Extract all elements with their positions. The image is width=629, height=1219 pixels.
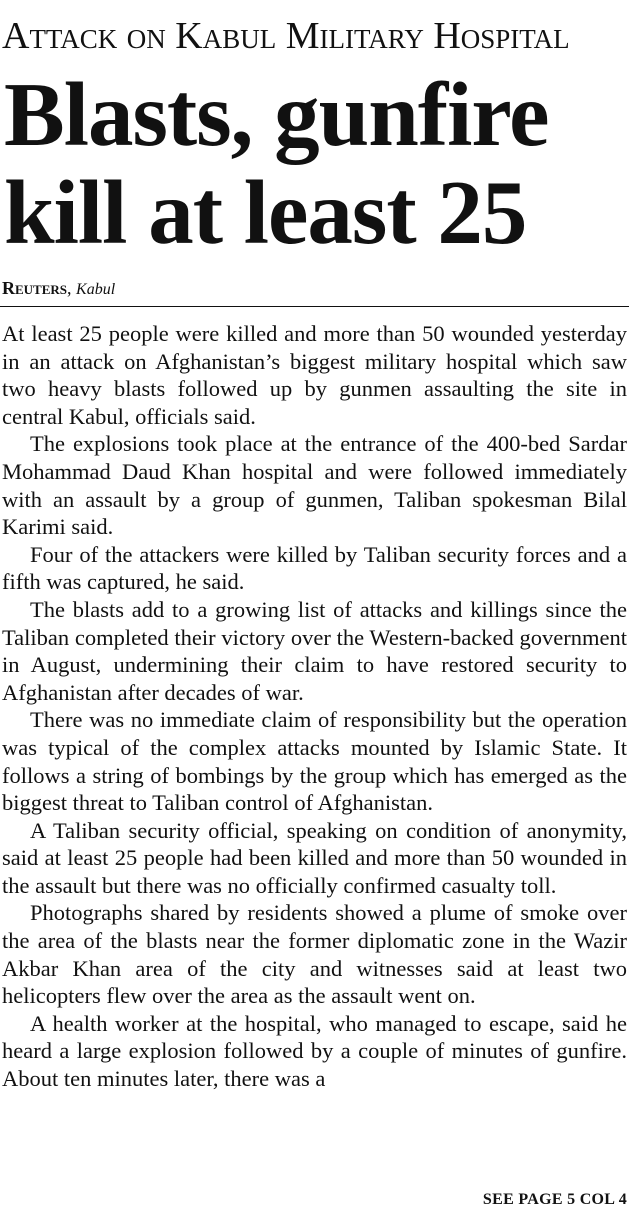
body-paragraph: The blasts add to a growing list of attacks and killings since the Taliban completed their victory over the Western-backed government in August, undermining their claim to have restored security to Afghanistan after decades of war. <box>2 596 627 705</box>
byline-agency: Reuters <box>2 278 68 298</box>
body-paragraph: At least 25 people were killed and more than 50 wounded yesterday in an attack on Afghanistan’s biggest military hospital which saw two heavy blasts followed up by gunmen assaulting the site in central Kabul, officials said. <box>2 321 627 429</box>
body-paragraph: There was no immediate claim of responsibility but the operation was typical of the complex attacks mounted by Islamic State. It follows a string of bombings by the group which has emerged as the biggest threat to Taliban control of Afghanistan. <box>2 707 627 816</box>
headline-line-2: kill at least 25 <box>4 162 527 263</box>
body-paragraph: Photographs shared by residents showed a plume of smoke over the area of the blasts near the former diplomatic zone in the Wazir Akbar Khan area of the city and witnesses said at least two helicopters flew over the area as the assault went on. <box>2 900 627 1009</box>
article-body <box>2 320 627 1093</box>
body-paragraph: The explosions took place at the entrance of the 400-bed Sardar Mohammad Daud Khan hospital and were followed immediately with an assault by a group of gunmen, Taliban spokesman Bilal Karimi said. <box>2 431 627 540</box>
body-paragraph: A Taliban security official, speaking on condition of anonymity, said at least 25 people had been killed and more than 50 wounded in the assault but there was no officially confirmed casualty toll. <box>2 817 627 898</box>
body-paragraph: A health worker at the hospital, who managed to escape, said he heard a large explosion followed by a couple of minutes of gunfire. About ten minutes later, there was a <box>2 1010 627 1092</box>
article-headline <box>4 66 627 262</box>
article-kicker: Attack on Kabul Military Hospital <box>2 15 570 57</box>
byline: Reuters, Kabul <box>2 278 116 298</box>
continuation-jump-line: SEE PAGE 5 COL 4 <box>482 1191 627 1208</box>
byline-place: Kabul <box>76 281 116 298</box>
byline-rule <box>0 306 629 307</box>
body-paragraph: Four of the attackers were killed by Taliban security forces and a fifth was captured, he said. <box>2 541 627 595</box>
headline-line-1: Blasts, gunfire <box>4 64 549 165</box>
